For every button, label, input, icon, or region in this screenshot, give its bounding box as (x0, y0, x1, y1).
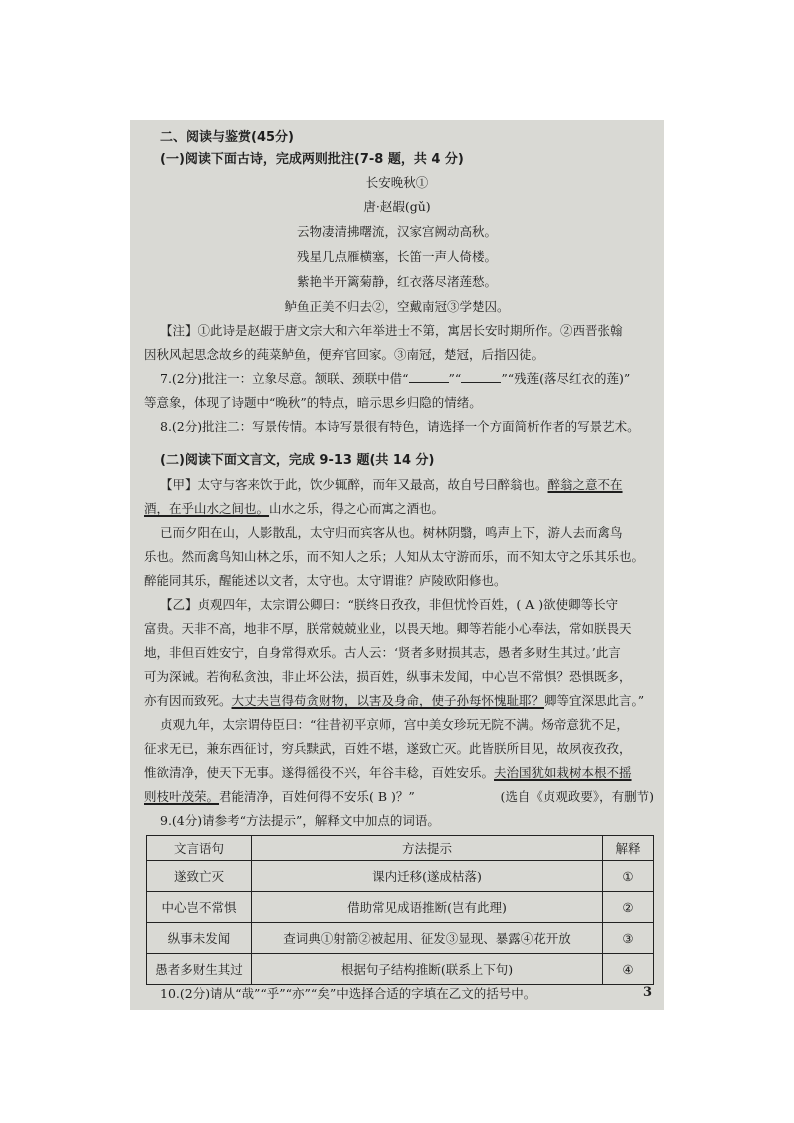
answer-blank[interactable] (409, 371, 449, 383)
jia-text: 已而夕阳在山，人影散乱，太守归而宾客从也。树林阴翳，鸣声上下，游人去而禽鸟 (160, 525, 623, 540)
yi-text: 富贵。天非不高，地非不厚，朕常兢兢业业，以畏天地。卿等若能小心奉法，常如朕畏天 (144, 621, 632, 636)
table-cell: 借助常见成语推断(岂有此理) (252, 892, 603, 923)
exam-page (130, 120, 664, 1010)
underlined-sentence: 大丈夫岂得苟贪财物，以害及身命，使子孙每怀愧耻耶？ (231, 693, 545, 708)
table-cell: 课内迁移(遂成枯落) (252, 861, 603, 892)
yi-text: 征求无已，兼东西征讨，穷兵黩武，百姓不堪，遂致亡灭。此皆朕所目见，故夙夜孜孜， (144, 741, 632, 756)
yi-text: 【乙】贞观四年，太宗谓公卿曰：“朕终日孜孜，非但忧怜百姓，( A )欲使卿等长守 (160, 597, 619, 612)
yi-text: 贞观九年，太宗谓侍臣曰：“往昔初平京师，宫中美女珍玩无院不满。炀帝意犹不足， (160, 717, 629, 732)
table-row (147, 892, 654, 923)
yi-text: 可为深诫。若徇私贪浊，非止坏公法，损百姓，纵事未发闻，中心岂不常惧？恐惧既多， (144, 669, 632, 684)
table-cell: 愚者多财生其过 (147, 954, 252, 985)
answer-cell[interactable]: ③ (603, 923, 654, 954)
yi-text: 惟欲清净，使天下无事。遂得徭役不兴，年谷丰稔，百姓安乐。夫治国犹如栽树本根不摇 (144, 765, 632, 780)
question-7-cont: 等意象，体现了诗题中“晚秋”的特点，暗示思乡归隐的情绪。 (144, 395, 482, 410)
page-number: 3 (642, 985, 652, 1000)
question-8: 8.(2分)批注二：写景传情。本诗写景很有特色，请选择一个方面简析作者的写景艺术。 (160, 419, 640, 434)
poem-author: 唐·赵嘏(gǔ) (363, 199, 431, 214)
answer-blank[interactable] (461, 371, 501, 383)
jia-text: 乐也。然而禽鸟知山林之乐，而不知人之乐；人知从太守游而乐，而不知太守之乐其乐也。 (144, 549, 645, 564)
table-cell: 中心岂不常惧 (147, 892, 252, 923)
yi-text: 则枝叶茂荣。君能清净，百姓何得不安乐( B )？” (144, 789, 415, 804)
jia-text: 酒，在乎山水之间也。山水之乐，得之心而寓之酒也。 (144, 501, 445, 516)
jia-text: 醉能同其乐，醒能述以文者，太守也。太守谓谁？庐陵欧阳修也。 (144, 573, 507, 588)
underlined-sentence: 则枝叶茂荣。 (144, 789, 220, 804)
table-cell: 纵事未发闻 (147, 923, 252, 954)
table-cell: 遂致亡灭 (147, 861, 252, 892)
question-10: 10.(2分)请从“哉”“乎”“亦”“矣”中选择合适的字填在乙文的括号中。 (160, 986, 537, 1001)
part2-heading: (二)阅读下面文言文，完成 9-13 题(共 14 分) (160, 453, 435, 468)
underlined-sentence: 醉翁之意不在 (547, 477, 623, 492)
answer-cell[interactable]: ④ (603, 954, 654, 985)
jia-text: 【甲】太守与客来饮于此，饮少辄醉，而年又最高，故自号曰醉翁也。醉翁之意不在 (160, 477, 623, 492)
answer-cell[interactable]: ① (603, 861, 654, 892)
table-row (147, 954, 654, 985)
table-cell: 根据句子结构推断(联系上下句) (252, 954, 603, 985)
poem-title: 长安晚秋① (365, 175, 429, 190)
table-header: 方法提示 (252, 836, 603, 861)
source-note: (选自《贞观政要》，有删节) (500, 789, 654, 804)
table-header: 解释 (603, 836, 654, 861)
question-7: 7.(2分)批注一：立象尽意。颔联、颈联中借“ ”“ ”“残莲(落尽红衣的莲)” (160, 371, 631, 386)
table-row (147, 923, 654, 954)
poem-line: 紫艳半开篱菊静，红衣落尽渚莲愁。 (296, 274, 497, 289)
poem-line: 残星几点雁横塞，长笛一声人倚楼。 (296, 249, 497, 264)
underlined-sentence: 酒，在乎山水之间也。 (144, 501, 270, 516)
section-title: 二、阅读与鉴赏(45分) (160, 130, 294, 145)
underlined-sentence: 夫治国犹如栽树本根不摇 (494, 765, 632, 780)
table-cell: 查词典①射箭②被起用、征发③显现、暴露④花开放 (252, 923, 603, 954)
poem-note: 【注】①此诗是赵嘏于唐文宗大和六年举进士不第，寓居长安时期所作。②西晋张翰 (160, 323, 623, 338)
answer-cell[interactable]: ② (603, 892, 654, 923)
question-9: 9.(4分)请参考“方法提示”，解释文中加点的词语。 (160, 813, 440, 828)
poem-line: 鲈鱼正美不归去②，空戴南冠③学楚囚。 (284, 299, 510, 314)
table-header: 文言语句 (147, 836, 252, 861)
poem-note: 因秋风起思念故乡的莼菜鲈鱼，便弃官回家。③南冠，楚冠，后指囚徒。 (144, 347, 545, 362)
yi-text: 地，非但百姓安宁，自身常得欢乐。古人云：‘贤者多财损其志，愚者多财生其过。’此言 (144, 645, 621, 660)
table-row (147, 861, 654, 892)
yi-text: 亦有因而致死。大丈夫岂得苟贪财物，以害及身命，使子孙每怀愧耻耶？卿等宜深思此言。” (144, 693, 645, 708)
table-header-row (147, 836, 654, 861)
method-table (146, 835, 654, 985)
poem-line: 云物凄清拂曙流，汉家宫阙动高秋。 (296, 224, 497, 239)
part1-heading: (一)阅读下面古诗，完成两则批注(7-8 题，共 4 分) (160, 152, 464, 167)
